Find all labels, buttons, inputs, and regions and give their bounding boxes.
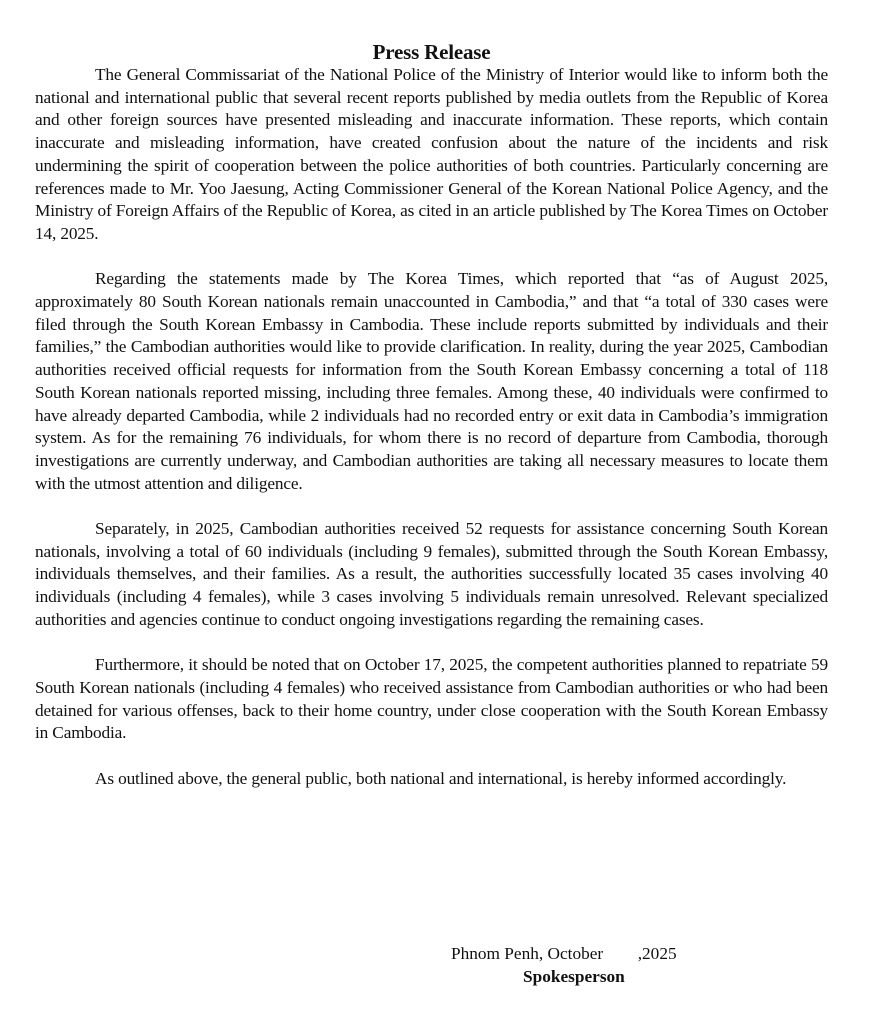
press-release-page [35,38,828,813]
paragraph-repatriation: Furthermore, it should be noted that on October 17, 2025, the competent authorities planned to repatriate 59 South Korean nationals (including 4 females) who received assistance from Cambodian authorities or who had been detained for various offenses, back to their home country, under close cooperation with the South Korean Embassy in Cambodia. [35,655,828,743]
signatory-role: Spokesperson [523,966,625,986]
place-date: Phnom Penh, October ,2025 [451,944,677,963]
paragraph-korea-times-clarification: Regarding the statements made by The Korea Times, which reported that “as of August 2025, approximately 80 South Korean nationals remain unaccounted in Cambodia,” and that “a total of 330 cases were filed through the South Korean Embassy in Cambodia. These include reports submitted by individuals and their families,” the Cambodian authorities would like to provide clarification. In reality, during the year 2025, Cambodian authorities received official requests for information from the South Korean Embassy concerning a total of 118 South Korean nationals reported missing, including three females. Among these, 40 individuals were confirmed to have already departed Cambodia, while 2 individuals had no recorded entry or exit data in Cambodia’s immigration system. As for the remaining 76 individuals, for whom there is no record of departure from Cambodia, thorough investigations are currently underway, and Cambodian authorities are taking all necessary measures to locate them with the utmost attention and diligence. [35,269,828,493]
paragraph-closing: As outlined above, the general public, both national and international, is hereby informed accordingly. [95,768,787,788]
signature-block [451,943,677,988]
paragraph-assistance-requests: Separately, in 2025, Cambodian authorities received 52 requests for assistance concerning South Korean nationals, involving a total of 60 individuals (including 9 females), submitted through the South Korean Embassy, individuals themselves, and their families. As a result, the authorities successfully located 35 cases involving 40 individuals (including 4 females), while 3 cases involving 5 individuals remain unresolved. Relevant specialized authorities and agencies continue to conduct ongoing investigations regarding the remaining cases. [35,519,828,629]
page-title: Press Release [372,40,491,64]
paragraph-intro: The General Commissariat of the National Police of the Ministry of Interior would like to inform both the national and international public that several recent reports published by media outlets from the Republic of Korea and other foreign sources have presented misleading and inaccurate information. These reports, which contain inaccurate and misleading information, have created confusion about the nature of the incidents and risk undermining the spirit of cooperation between the police authorities of both countries. Particularly concerning are references made to Mr. Yoo Jaesung, Acting Commissioner General of the Korean National Police Agency, and the Ministry of Foreign Affairs of the Republic of Korea, as cited in an article published by The Korea Times on October 14, 2025. [35,65,828,243]
